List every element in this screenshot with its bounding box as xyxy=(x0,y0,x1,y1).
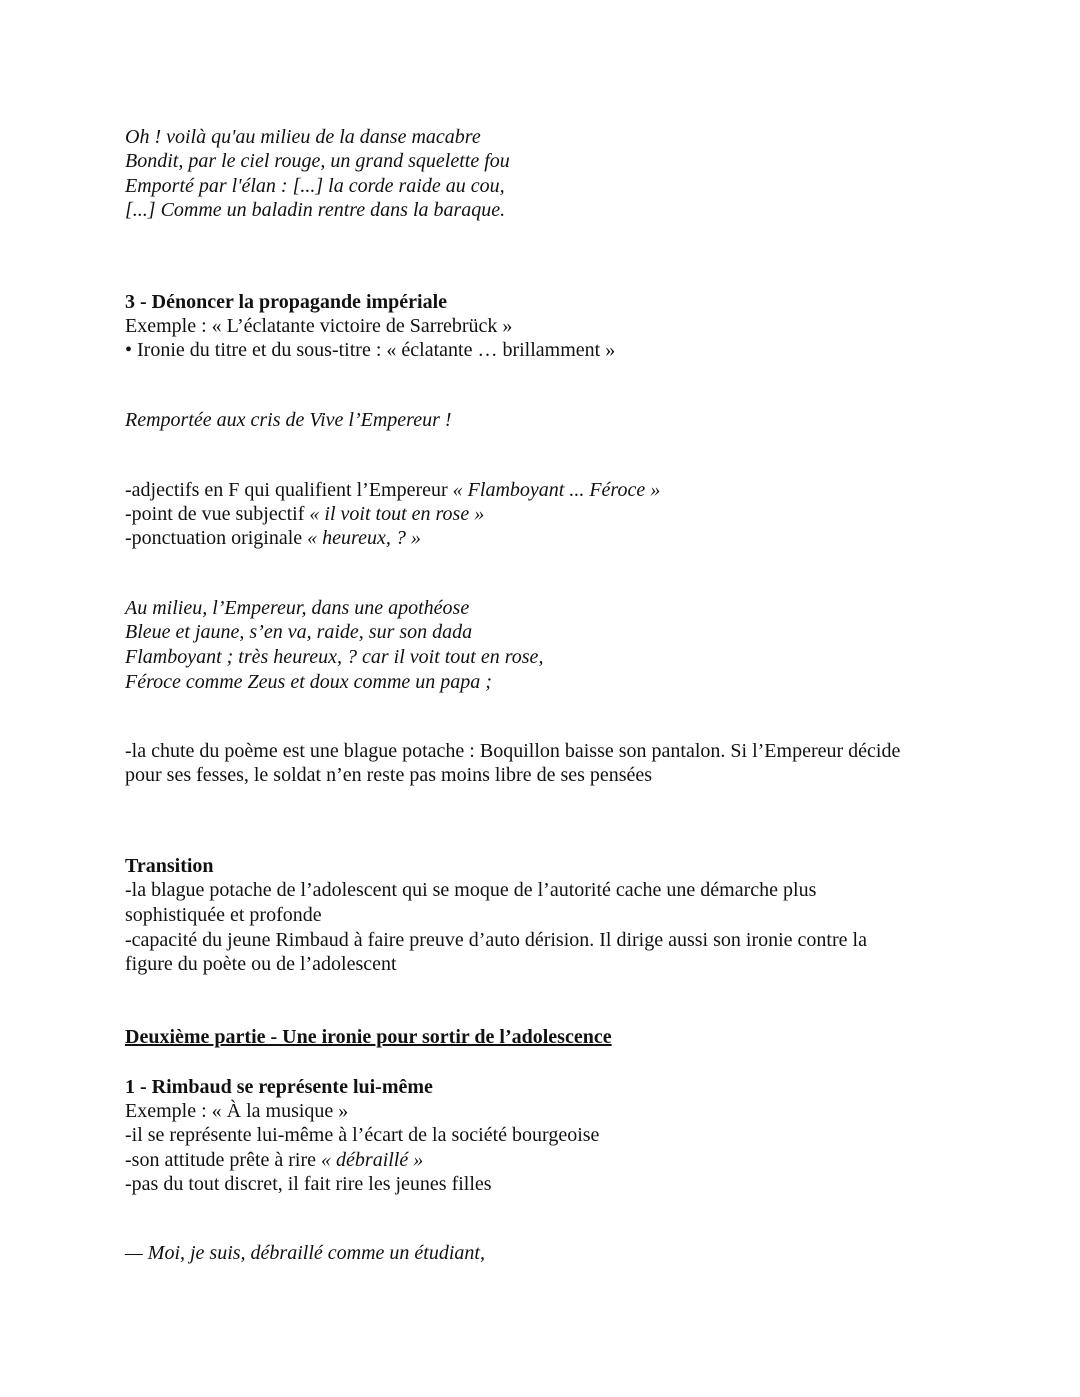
poem-line: Oh ! voilà qu'au milieu de la danse macabre xyxy=(125,126,481,148)
quote-line: Remportée aux cris de Vive l’Empereur ! xyxy=(125,409,452,431)
poem-line: Emporté par l'élan : [...] la corde raide au cou, xyxy=(125,175,505,197)
poem-line: [...] Comme un baladin rentre dans la baraque. xyxy=(125,199,506,221)
transition-heading: Transition xyxy=(125,855,214,877)
section-heading: 1 - Rimbaud se représente lui-même xyxy=(125,1076,433,1098)
example-line: Exemple : « L’éclatante victoire de Sarrebrück » xyxy=(125,315,513,337)
poem-line: Au milieu, l’Empereur, dans une apothéose xyxy=(125,597,470,619)
point-line: -pas du tout discret, il fait rire les jeunes filles xyxy=(125,1173,492,1195)
paragraph-line: pour ses fesses, le soldat n’en reste pas moins libre de ses pensées xyxy=(125,764,653,786)
point-line: -son attitude prête à rire « débraillé » xyxy=(125,1149,424,1171)
paragraph-line: -la blague potache de l’adolescent qui se moque de l’autorité cache une démarche plus xyxy=(125,879,817,901)
point-line: -ponctuation originale « heureux, ? » xyxy=(125,527,421,549)
paragraph-line: -capacité du jeune Rimbaud à faire preuve d’auto dérision. Il dirige aussi son ironie contre la xyxy=(125,929,867,951)
section-heading: 3 - Dénoncer la propagande impériale xyxy=(125,291,448,313)
poem-line: Féroce comme Zeus et doux comme un papa ; xyxy=(125,671,492,693)
paragraph-line: sophistiquée et profonde xyxy=(125,904,322,926)
poem-line: Bondit, par le ciel rouge, un grand squelette fou xyxy=(125,150,510,172)
paragraph-line: figure du poète ou de l’adolescent xyxy=(125,953,397,975)
quote-line: — Moi, je suis, débraillé comme un étudiant, xyxy=(125,1242,485,1264)
paragraph-line: -la chute du poème est une blague potache : Boquillon baisse son pantalon. Si l’Empereur décide xyxy=(125,740,901,762)
example-line: Exemple : « À la musique » xyxy=(125,1100,349,1122)
point-line: -point de vue subjectif « il voit tout en rose » xyxy=(125,503,485,525)
poem-line: Bleue et jaune, s’en va, raide, sur son dada xyxy=(125,621,473,643)
bullet-line: • Ironie du titre et du sous-titre : « éclatante … brillamment » xyxy=(125,339,616,361)
point-line: -adjectifs en F qui qualifient l’Empereur « Flamboyant ... Féroce » xyxy=(125,479,661,501)
point-line: -il se représente lui-même à l’écart de la société bourgeoise xyxy=(125,1124,600,1146)
part-heading: Deuxième partie - Une ironie pour sortir de l’adolescence xyxy=(125,1026,612,1048)
poem-line: Flamboyant ; très heureux, ? car il voit tout en rose, xyxy=(125,646,544,668)
